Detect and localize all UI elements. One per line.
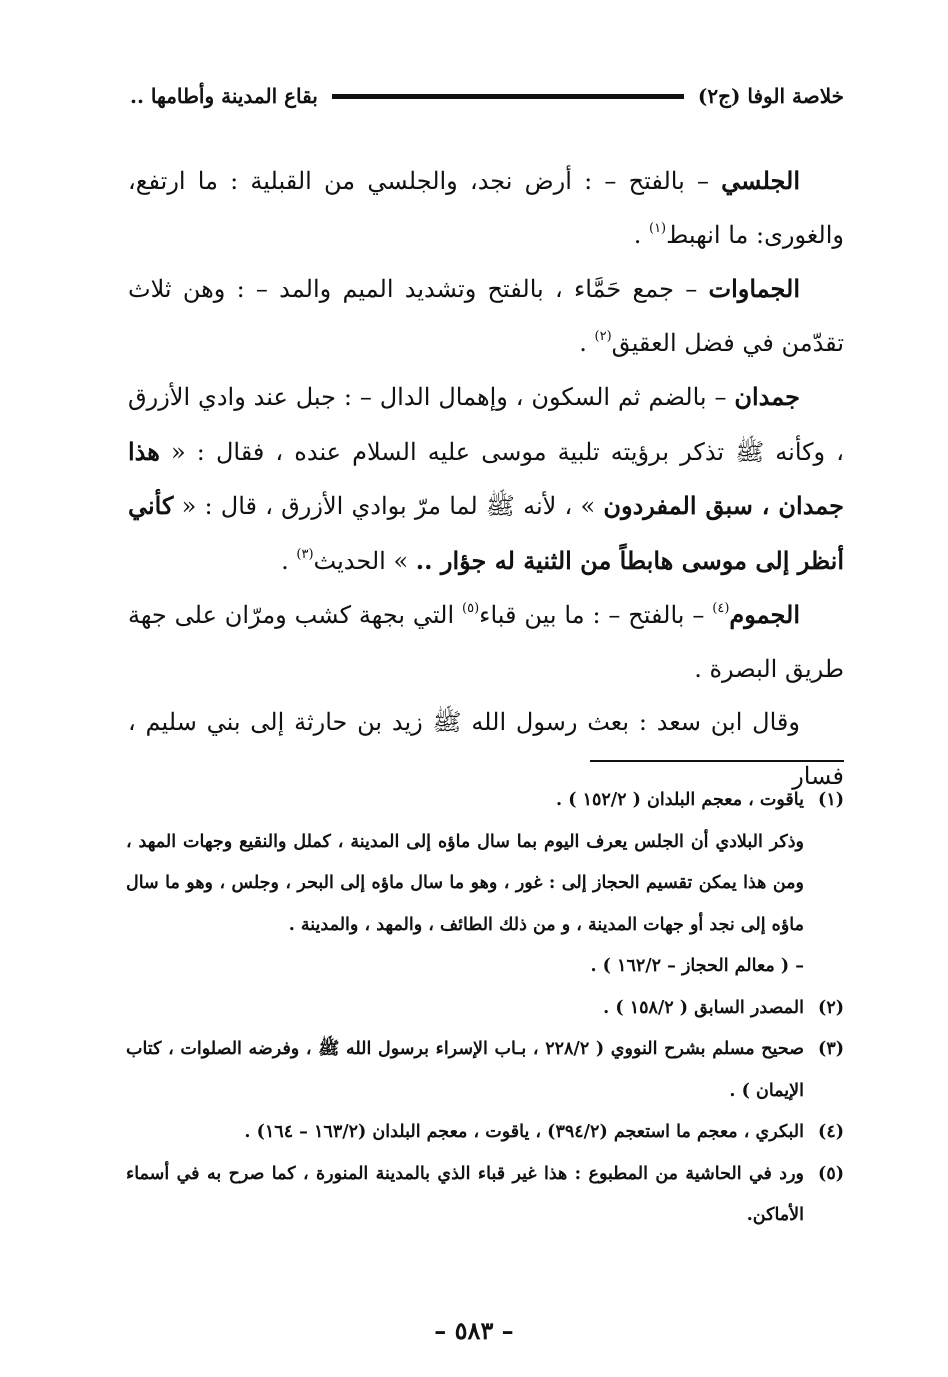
entry-text: » ، لأنه ﷺ لما مرّ بوادي الأزرق ، قال : « — [173, 492, 604, 520]
hadith-quote: كأني أنظر إلى موسى هابطاً من الثنية له جؤار .. — [128, 491, 844, 575]
running-header — [130, 74, 844, 118]
footnote-ref: (٣) — [296, 546, 314, 562]
footnote-text: المصدر السابق ( ١٥٨/٢ ) . — [603, 997, 804, 1018]
footnote-continuation: وذكر البلادي أن الجلس يعرف اليوم بما سال ماؤه إلى المدينة ، كملل والنقيع وجهات المهد ، ومن هذا يمكن تقسيم الحجاز إلى : غور ، وهو ما سال ماؤه إلى البحر ، وجلس ، وهو ما سال ماؤه إلى نجد أو جهات المدينة ، و من ذلك الطائف ، والمهد ، والمدينة . — [126, 831, 804, 935]
book-title: خلاصة الوفا (ج٢) — [697, 84, 844, 108]
footnote-ref: (٢) — [594, 328, 612, 344]
footnote-ref: (١) — [648, 220, 667, 236]
entry-jalsi — [128, 154, 844, 262]
entry-term: الجموم — [729, 600, 800, 629]
footnote-separator — [590, 760, 844, 762]
footnote-number: (٣) — [818, 1039, 844, 1059]
footnote-number: (١) — [818, 790, 844, 810]
entry-text: » الحديث — [313, 546, 416, 575]
header-rule — [332, 94, 684, 99]
entry-text: – بالضم ثم السكون ، وإهمال الدال – : جبل عند وادي الأزرق ، وكأنه ﷺ تذكر برؤيته تلبية موسى عليه السلام عنده ، فقال : « — [128, 383, 844, 466]
entry-text: – بالفتح – : أرض نجد، والجلسي من القبلية : ما ارتفع، والغورى: ما انهبط — [128, 167, 844, 249]
footnote-3 — [126, 1029, 844, 1112]
footnote-citation: – ( معالم الحجاز – ١٦٢/٢ ) . — [590, 956, 804, 976]
entry-text: – بالفتح – : ما بين قباء — [479, 601, 713, 629]
footnote-number: (٤) — [818, 1122, 844, 1142]
footnotes — [126, 780, 844, 1237]
entry-term: الجلسي — [721, 166, 800, 195]
entry-text: – جمع حَمَّاء ، بالفتح وتشديد الميم والمد – : وهن ثلاث تقدّمن في فضل العقيق — [128, 275, 844, 357]
footnote-4 — [126, 1112, 844, 1154]
entry-end: . — [633, 220, 649, 249]
entry-term: جمدان — [734, 382, 800, 411]
entry-jamawat — [128, 262, 844, 370]
footnote-text: صحيح مسلم بشرح النووي ( ٢٢٨/٢ ، بـاب الإسراء برسول الله ﷺ ، وفرضه الصلوات ، كتاب الإيمان ) . — [126, 1039, 804, 1101]
footnote-ref: (٥) — [462, 601, 480, 616]
entry-text: وقال ابن سعد : بعث رسول الله ﷺ زيد بن حارثة إلى بني سليم ، فسار — [128, 708, 844, 790]
footnote-text: ياقوت ، معجم البلدان ( ١٥٢/٢ ) . — [556, 790, 804, 810]
entry-text: التي بجهة كشب ومرّان على جهة طريق البصرة . — [128, 601, 844, 683]
footnote-1 — [126, 780, 844, 822]
hadith-quote: هذا جمدان ، سبق المفردون — [128, 436, 845, 520]
entry-end: . — [281, 546, 297, 575]
footnote-number: (٢) — [818, 997, 844, 1018]
footnote-text: البكري ، معجم ما استعجم (٣٩٤/٢) ، ياقوت ، معجم البلدان (١٦٣/٢ – ١٦٤) . — [244, 1122, 804, 1142]
entry-term: الجماوات — [708, 274, 800, 303]
footnote-5 — [126, 1154, 844, 1237]
footnote-ref: (٤) — [712, 601, 730, 616]
main-text — [128, 154, 844, 803]
page-number: – ٥٨٣ – — [434, 1316, 514, 1345]
entry-end: . — [579, 328, 595, 357]
footnote-text: ورد في الحاشية من المطبوع : هذا غير قباء الذي بالمدينة المنورة ، كما صرح به في أسماء الأماكن. — [126, 1163, 804, 1225]
entry-jumdan — [128, 370, 844, 588]
section-title: بقاع المدينة وأطامها .. — [130, 84, 318, 108]
entry-jumum — [128, 588, 844, 696]
footnote-number: (٥) — [818, 1163, 844, 1184]
footnote-2 — [126, 988, 844, 1030]
